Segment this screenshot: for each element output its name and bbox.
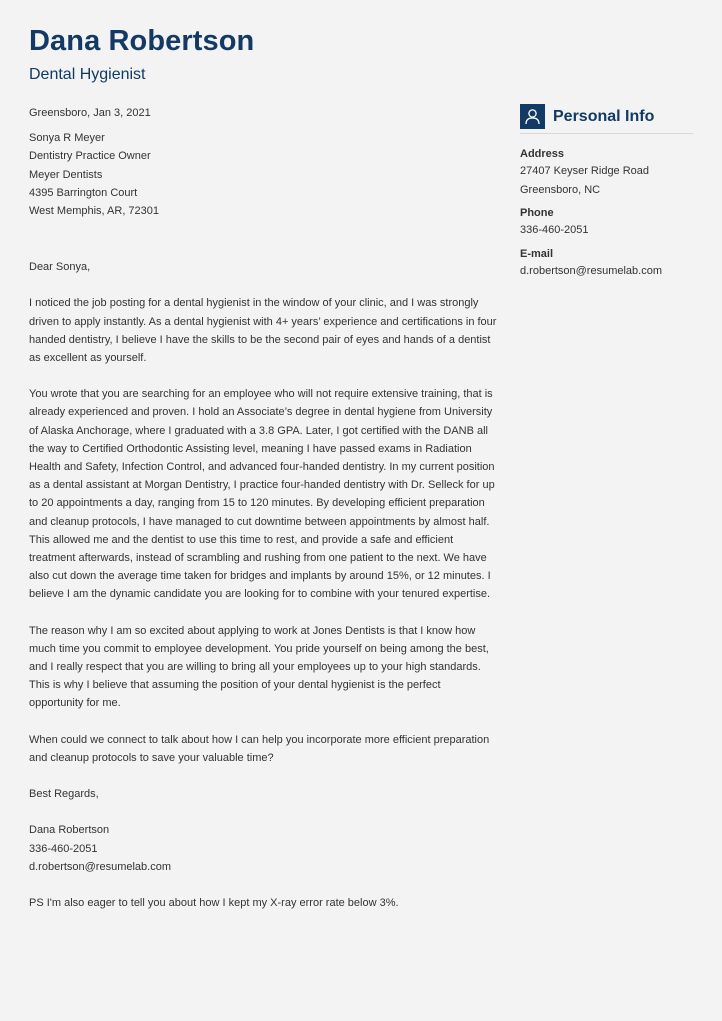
email-label: E-mail	[520, 247, 554, 260]
greeting: Dear Sonya,	[29, 261, 91, 274]
recipient-line: Sonya R Meyer	[29, 132, 105, 145]
letter-paragraph: When could we connect to talk about how I can help you incorporate more efficient preparation and cleanup protocols to save your valuable time?	[29, 733, 490, 764]
personal-info-heading: Personal Info	[553, 107, 655, 125]
recipient-line: Dentistry Practice Owner	[29, 150, 151, 163]
recipient-line: 4395 Barrington Court	[29, 186, 138, 199]
phone-value: 336-460-2051	[520, 224, 589, 236]
recipient-line: Meyer Dentists	[29, 168, 103, 181]
closing: Best Regards,	[29, 788, 99, 801]
email-value: d.robertson@resumelab.com	[520, 264, 663, 277]
address-line: 27407 Keyser Ridge Road	[520, 165, 650, 177]
letter-paragraph: I noticed the job posting for a dental hygienist in the window of your clinic, and I was strongly driven to apply instantly. As a dental hygienist with 4+ years’ experience and certifications in four handed dentistry, I believe I have the skills to be the second pair of eyes and hands of a dentist as excellent as yourself.	[29, 297, 497, 365]
phone-label: Phone	[520, 207, 554, 219]
letter-paragraph: The reason why I am so excited about applying to work at Jones Dentists is that I know how much time you commit to employee development. You pride yourself on being among the best, and I really respect that you are willing to bring all your employees up to your high standards. This is why I believe that assuming the position of your dental hygienist is the perfect opportunity for me.	[29, 624, 489, 710]
signature-phone: 336-460-2051	[29, 842, 98, 855]
personal-info-sidebar	[520, 104, 693, 286]
phone-group	[520, 205, 693, 240]
address-label: Address	[520, 148, 565, 160]
postscript: PS I'm also eager to tell you about how I kept my X-ray error rate below 3%.	[29, 896, 399, 909]
letter-body	[29, 104, 497, 912]
date-line: Greensboro, Jan 3, 2021	[29, 107, 151, 119]
email-group	[520, 246, 693, 281]
recipient-address	[29, 129, 497, 220]
address-group	[520, 146, 693, 199]
applicant-job-title: Dental Hygienist	[29, 66, 146, 83]
applicant-name: Dana Robertson	[29, 25, 255, 57]
personal-info-header	[520, 104, 693, 134]
letter-paragraph: You wrote that you are searching for an employee who will not require extensive training, that is already experienced and proven. I hold an Associate’s degree in dental hygiene from University of Alaska Anchorage, where I graduated with a 3.8 GPA. Later, I got certified with the DANB all the way to Certified Orthodontic Assisting level, meaning I have passed exams in Radiation Health and Safety, Infection Control, and advanced four-handed dentistry. In my current position as a dental assistant at Morgan Dentistry, I practice four-handed dentistry with Dr. Selleck for up to 20 appointments a day, ranging from 15 to 120 minutes. By developing efficient preparation and cleanup protocols, I have managed to cut downtime between appointments by almost half. This allowed me and the dentist to use this time to rest, and provide a safe and efficient treatment afterwards, instead of scrambling and rushing from one patient to the next. We have also cut down the average time taken for bridges and implants by around 15%, or 12 minutes. I believe I am the dynamic candidate you are looking for to combine with your tenured expertise.	[29, 388, 495, 601]
signature-block	[29, 821, 497, 876]
signature-email: d.robertson@resumelab.com	[29, 860, 172, 873]
address-line: Greensboro, NC	[520, 183, 601, 196]
person-icon	[520, 104, 545, 129]
recipient-line: West Memphis, AR, 72301	[29, 205, 160, 218]
signature-name: Dana Robertson	[29, 824, 110, 837]
